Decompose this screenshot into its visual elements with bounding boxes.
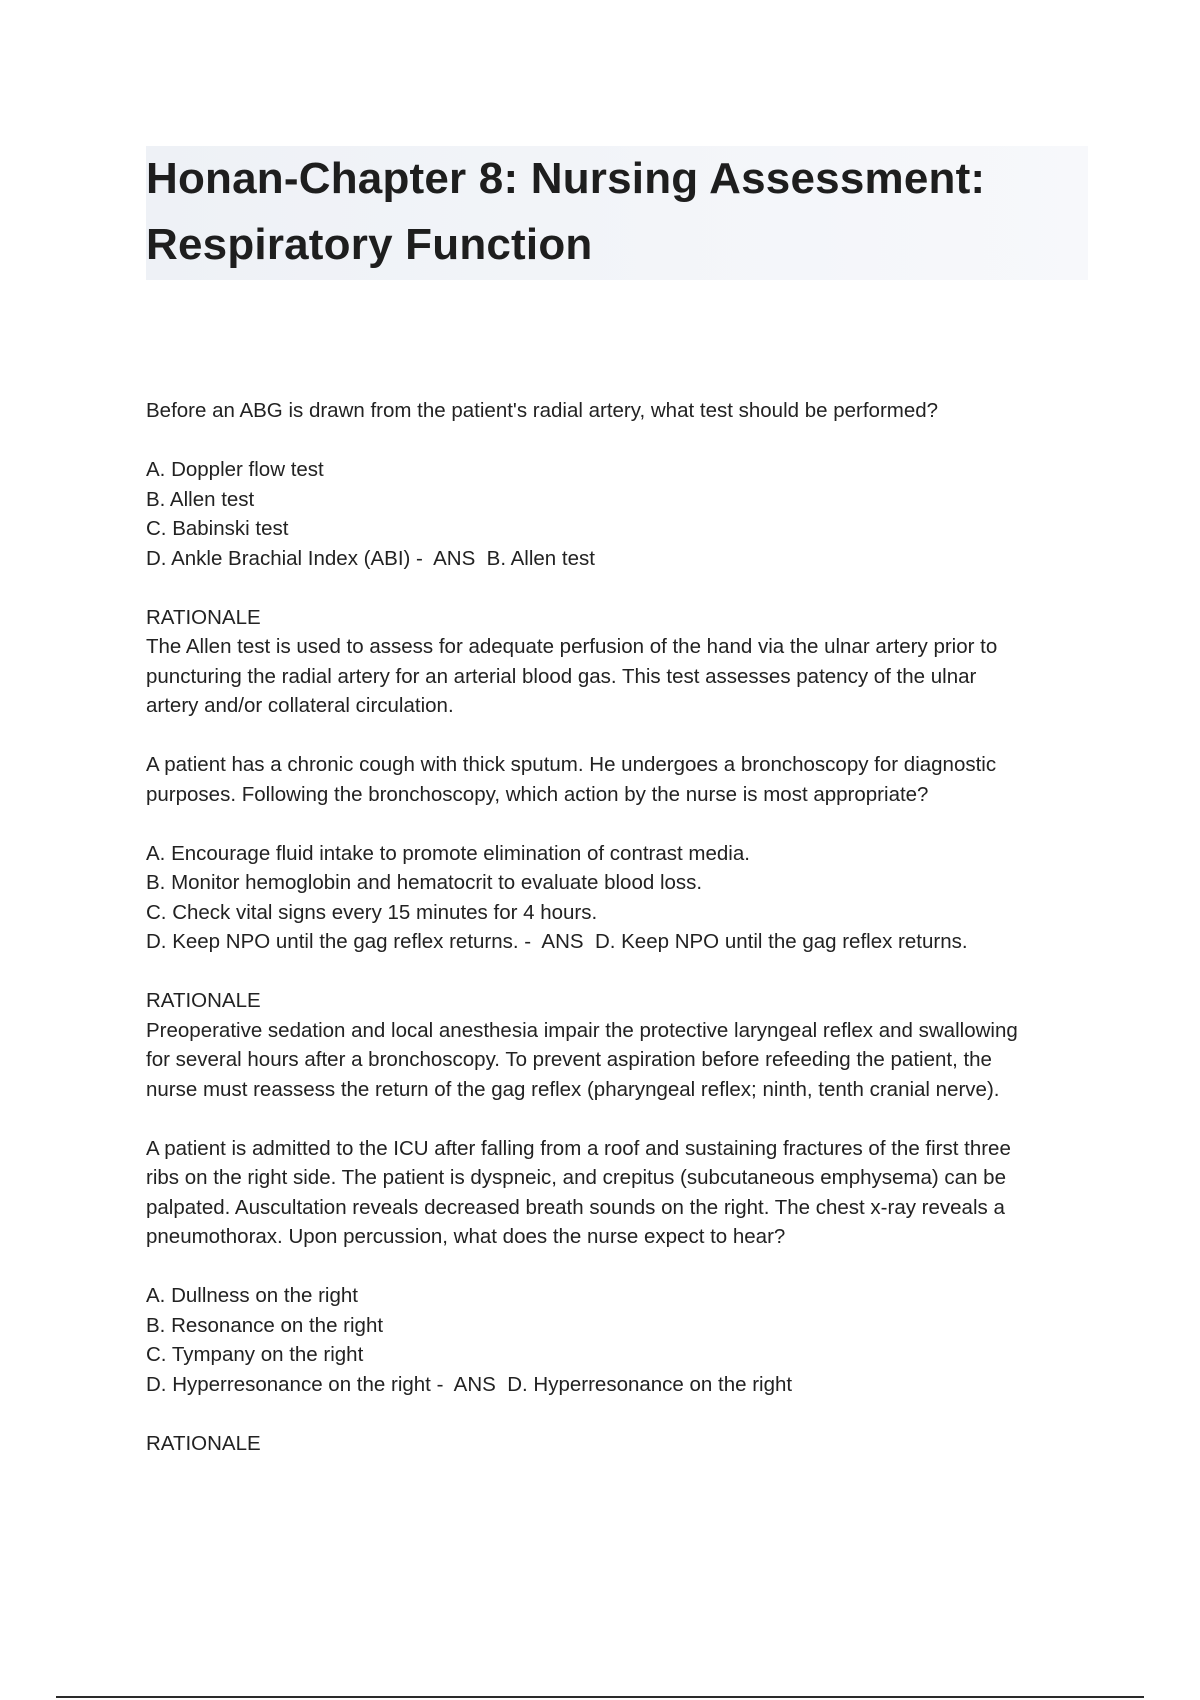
title-line-2: Respiratory Function (146, 220, 593, 269)
title-line-1: Honan-Chapter 8: Nursing Assessment: (146, 154, 986, 203)
question-2-option-d: D. Keep NPO until the gag reflex returns. (146, 930, 519, 953)
question-1-option-a: A. Doppler flow test (146, 458, 324, 481)
question-1-ans-marker: - ANS (410, 546, 487, 570)
question-3-option-c: C. Tympany on the right (146, 1343, 364, 1366)
question-1-option-c: C. Babinski test (146, 517, 289, 540)
question-3-rationale (146, 1429, 1096, 1459)
question-3-answer: D. Hyperresonance on the right (507, 1372, 793, 1396)
question-3-stem-line-4: pneumothorax. Upon percussion, what does the nurse expect to hear? (146, 1225, 786, 1248)
question-2-rationale (146, 986, 1096, 1104)
question-3-stem (146, 1134, 1096, 1252)
question-3-stem-line-1: A patient is admitted to the ICU after falling from a roof and sustaining fractures of the first three (146, 1136, 1011, 1160)
question-1-stem (146, 396, 1096, 426)
page-title (146, 146, 1088, 278)
question-2-rationale-line-3: nurse must reassess the return of the gag reflex (pharyngeal reflex; ninth, tenth cranial nerve). (146, 1077, 1000, 1101)
question-1-stem-line-1: Before an ABG is drawn from the patient's radial artery, what test should be performed? (146, 399, 939, 422)
document-body (146, 396, 1096, 1488)
question-3-options (146, 1281, 1096, 1399)
question-2-rationale-line-2: for several hours after a bronchoscopy. To prevent aspiration before refeeding the patient, the (146, 1048, 992, 1071)
question-3-ans-marker: - ANS (430, 1372, 508, 1396)
question-2-stem-line-2: purposes. Following the bronchoscopy, which action by the nurse is most appropriate? (146, 782, 929, 806)
footer-divider (56, 1696, 1144, 1698)
question-2-rationale-line-1: Preoperative sedation and local anesthesia impair the protective laryngeal reflex and swallowing (146, 1018, 1018, 1042)
question-1-rationale-line-3: artery and/or collateral circulation. (146, 694, 454, 717)
question-1-rationale (146, 603, 1096, 721)
question-1-answer: B. Allen test (486, 546, 595, 570)
question-1-option-d-with-answer (146, 544, 1096, 574)
question-3-option-d-with-answer (146, 1370, 1096, 1400)
question-1-rationale-line-1: The Allen test is used to assess for adequate perfusion of the hand via the ulnar artery prior to (146, 635, 998, 658)
question-2-option-d-with-answer (146, 927, 1096, 957)
question-2-stem-line-1: A patient has a chronic cough with thick sputum. He undergoes a bronchoscopy for diagnostic (146, 753, 997, 776)
question-3-option-a: A. Dullness on the right (146, 1284, 358, 1307)
question-2-option-b: B. Monitor hemoglobin and hematocrit to evaluate blood loss. (146, 871, 703, 894)
question-3-option-b: B. Resonance on the right (146, 1313, 384, 1337)
question-1-option-d: D. Ankle Brachial Index (ABI) (146, 546, 411, 570)
question-2-option-a: A. Encourage fluid intake to promote elimination of contrast media. (146, 841, 750, 865)
question-3-stem-line-2: ribs on the right side. The patient is dyspneic, and crepitus (subcutaneous emphysema) can be (146, 1166, 1006, 1189)
question-2-ans-marker: - ANS (518, 930, 595, 953)
question-2-rationale-label: RATIONALE (146, 989, 261, 1012)
question-2-answer: D. Keep NPO until the gag reflex returns. (594, 930, 968, 953)
question-1-rationale-line-2: puncturing the radial artery for an arterial blood gas. This test assesses patency of the ulnar (146, 664, 977, 688)
question-2-options (146, 839, 1096, 957)
question-2-stem (146, 750, 1096, 809)
title-banner (146, 146, 1088, 280)
question-3-stem-line-3: palpated. Auscultation reveals decreased breath sounds on the right. The chest x-ray reveals a (146, 1195, 1005, 1219)
question-1-rationale-label: RATIONALE (146, 605, 261, 629)
question-3-rationale-label: RATIONALE (146, 1431, 261, 1455)
question-1-option-b: B. Allen test (146, 487, 255, 511)
question-1-options (146, 455, 1096, 573)
question-2-option-c: C. Check vital signs every 15 minutes for 4 hours. (146, 900, 598, 924)
question-3-option-d: D. Hyperresonance on the right (146, 1372, 431, 1396)
